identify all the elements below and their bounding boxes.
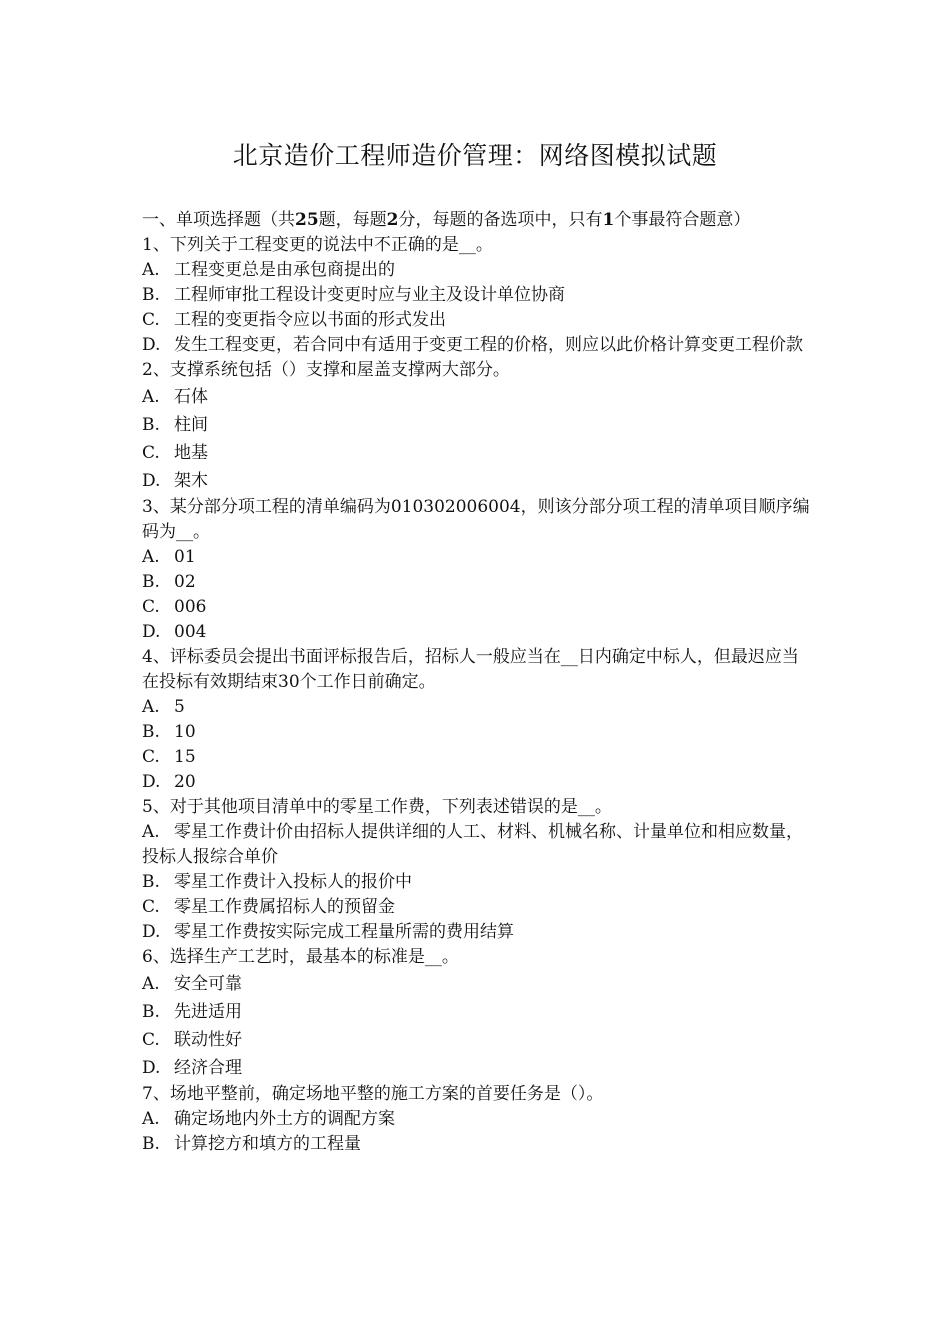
option-text: 02 <box>174 572 196 592</box>
option-text: 确定场地内外土方的调配方案 <box>174 1109 395 1129</box>
option-letter: B. <box>142 285 160 305</box>
option-text: 先进适用 <box>174 1002 242 1022</box>
option-letter: A. <box>142 260 160 280</box>
option-text: 5 <box>174 697 185 717</box>
option-text: 柱间 <box>174 415 208 435</box>
option-b <box>142 1132 810 1157</box>
option-text: 零星工作费按实际完成工程量所需的费用结算 <box>174 922 514 942</box>
option-d <box>142 467 810 495</box>
option-letter: A. <box>142 974 160 994</box>
document-body <box>142 208 810 1157</box>
question-7 <box>142 1082 810 1157</box>
option-b <box>142 570 810 595</box>
option-a <box>142 545 810 570</box>
option-text: 零星工作费属招标人的预留金 <box>174 897 395 917</box>
option-text: 工程师审批工程设计变更时应与业主及设计单位协商 <box>174 285 565 305</box>
option-text: 联动性好 <box>174 1030 242 1050</box>
option-b <box>142 720 810 745</box>
question-stem: 7、场地平整前，确定场地平整的施工方案的首要任务是（）。 <box>142 1084 604 1104</box>
option-a <box>142 970 810 998</box>
option-letter: C. <box>142 1030 160 1050</box>
question-stem: 6、选择生产工艺时，最基本的标准是__。 <box>142 947 459 967</box>
option-letter: C. <box>142 897 160 917</box>
option-text: 01 <box>174 547 196 567</box>
option-text: 004 <box>174 622 207 642</box>
option-c <box>142 595 810 620</box>
question-stem: 1、下列关于工程变更的说法中不正确的是__。 <box>142 235 493 255</box>
option-text: 零星工作费计价由招标人提供详细的人工、材料、机械名称、计量单位和相应数量，投标人报综合单价 <box>142 822 803 867</box>
option-c <box>142 1026 810 1054</box>
option-text: 20 <box>174 772 196 792</box>
option-letter: A. <box>142 387 160 407</box>
option-letter: B. <box>142 722 160 742</box>
option-a <box>142 1107 810 1132</box>
option-b <box>142 283 810 308</box>
option-letter: B. <box>142 1134 160 1154</box>
question-3 <box>142 495 810 645</box>
option-c <box>142 439 810 467</box>
option-text: 计算挖方和填方的工程量 <box>174 1134 361 1154</box>
question-stem: 3、某分部分项工程的清单编码为010302006004，则该分部分项工程的清单项目顺序编码为__。 <box>142 497 810 542</box>
option-letter: A. <box>142 697 160 717</box>
section-number: 2 <box>386 210 399 230</box>
option-d <box>142 920 810 945</box>
option-letter: D. <box>142 772 161 792</box>
option-letter: D. <box>142 1058 161 1078</box>
option-d <box>142 333 810 358</box>
option-c <box>142 895 810 920</box>
option-b <box>142 998 810 1026</box>
option-letter: C. <box>142 597 160 617</box>
option-text: 006 <box>174 597 207 617</box>
option-letter: A. <box>142 1109 160 1129</box>
section-heading <box>142 208 810 233</box>
option-text: 安全可靠 <box>174 974 242 994</box>
option-letter: C. <box>142 747 160 767</box>
option-letter: A. <box>142 547 160 567</box>
option-letter: D. <box>142 622 161 642</box>
option-c <box>142 745 810 770</box>
section-text: 分，每题的备选项中，只有 <box>398 210 603 230</box>
page-title: 北京造价工程师造价管理：网络图模拟试题 <box>232 141 718 170</box>
option-text: 10 <box>174 722 196 742</box>
option-letter: B. <box>142 572 160 592</box>
option-letter: D. <box>142 922 161 942</box>
option-letter: C. <box>142 443 160 463</box>
section-text: 一、单项选择题（共 <box>142 210 295 230</box>
question-stem: 5、对于其他项目清单中的零星工作费，下列表述错误的是__。 <box>142 797 612 817</box>
option-text: 发生工程变更，若合同中有适用于变更工程的价格，则应以此价格计算变更工程价款 <box>174 335 803 355</box>
option-d <box>142 1054 810 1082</box>
option-text: 架木 <box>174 471 208 491</box>
section-text: 个事最符合题意） <box>614 210 751 230</box>
option-d <box>142 620 810 645</box>
option-b <box>142 870 810 895</box>
question-list <box>142 233 810 1157</box>
option-text: 15 <box>174 747 196 767</box>
section-number: 25 <box>295 210 319 230</box>
option-letter: D. <box>142 471 161 491</box>
option-text: 零星工作费计入投标人的报价中 <box>174 872 412 892</box>
question-2 <box>142 358 810 495</box>
question-stem: 4、评标委员会提出书面评标报告后，招标人一般应当在__日内确定中标人，但最迟应当在投标有效期结束30个工作日前确定。 <box>142 647 799 692</box>
question-1 <box>142 233 810 358</box>
section-text: 题，每题 <box>318 210 387 230</box>
option-text: 地基 <box>174 443 208 463</box>
question-stem: 2、支撑系统包括（）支撑和屋盖支撑两大部分。 <box>142 360 510 380</box>
option-letter: D. <box>142 335 161 355</box>
option-text: 经济合理 <box>174 1058 242 1078</box>
section-number: 1 <box>602 210 615 230</box>
option-text: 石体 <box>174 387 208 407</box>
option-a <box>142 383 810 411</box>
option-letter: A. <box>142 822 160 842</box>
option-a <box>142 695 810 720</box>
question-4 <box>142 645 810 795</box>
question-5 <box>142 795 810 945</box>
option-letter: B. <box>142 872 160 892</box>
option-c <box>142 308 810 333</box>
option-a <box>142 258 810 283</box>
option-b <box>142 411 810 439</box>
option-letter: B. <box>142 415 160 435</box>
option-text: 工程的变更指令应以书面的形式发出 <box>174 310 446 330</box>
option-d <box>142 770 810 795</box>
option-letter: B. <box>142 1002 160 1022</box>
option-a <box>142 820 810 870</box>
question-6 <box>142 945 810 1082</box>
option-letter: C. <box>142 310 160 330</box>
option-text: 工程变更总是由承包商提出的 <box>174 260 395 280</box>
